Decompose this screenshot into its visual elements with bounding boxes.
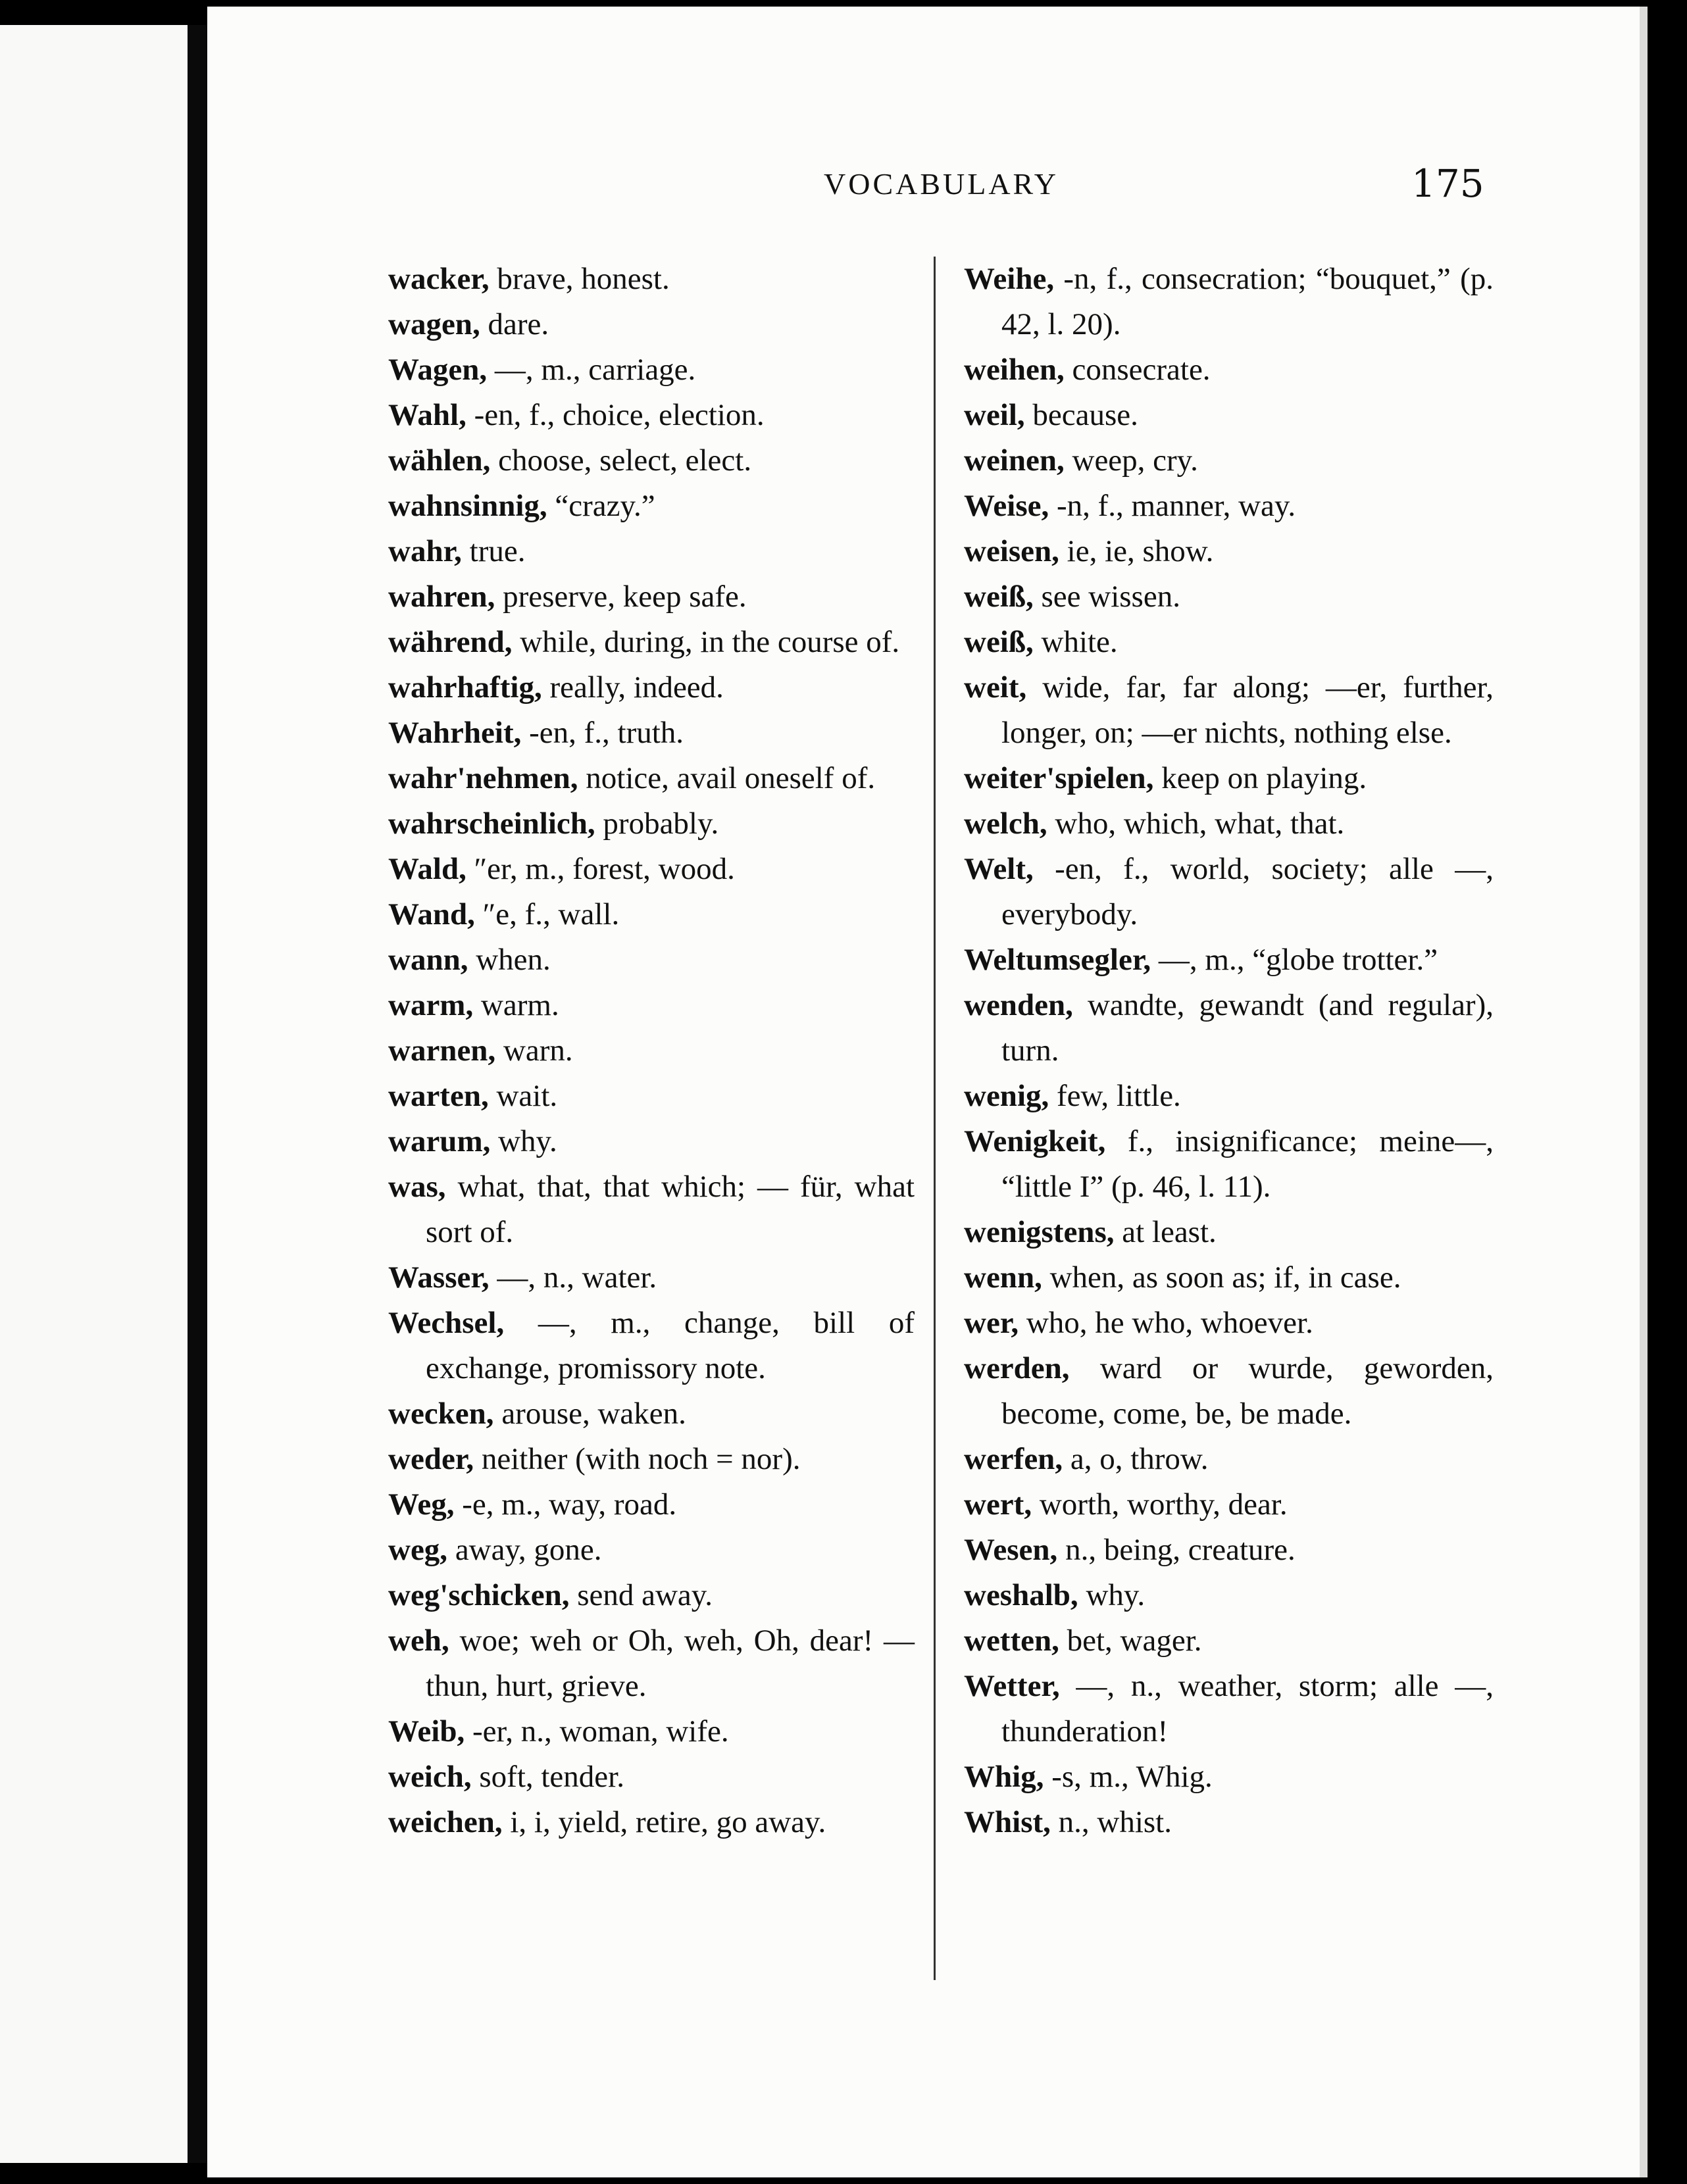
left-page xyxy=(0,25,188,2163)
definition: n., being, creature. xyxy=(1057,1533,1296,1567)
definition: few, little. xyxy=(1049,1079,1181,1113)
vocab-entry xyxy=(964,983,1494,1074)
vocab-entry xyxy=(964,847,1494,937)
vocab-entry xyxy=(964,1573,1494,1618)
headword: Wesen, xyxy=(964,1533,1058,1567)
vocab-entry xyxy=(388,983,915,1028)
headword: Wechsel, xyxy=(388,1306,505,1340)
headword: weisen, xyxy=(964,534,1059,568)
vocab-entry xyxy=(964,1482,1494,1527)
definition: -er, n., woman, wife. xyxy=(465,1714,729,1749)
headword: Wald, xyxy=(388,852,466,886)
definition: ie, ie, show. xyxy=(1059,534,1214,568)
vocab-entry xyxy=(964,1618,1494,1664)
headword: weg, xyxy=(388,1533,448,1567)
headword: wagen, xyxy=(388,307,480,341)
vocab-entry xyxy=(388,1754,915,1800)
headword: Weg, xyxy=(388,1487,455,1522)
vocab-entry xyxy=(964,1437,1494,1482)
headword: wahr'nehmen, xyxy=(388,761,578,795)
definition: keep on playing. xyxy=(1153,761,1367,795)
headword: Wasser, xyxy=(388,1260,490,1295)
headword: weinen, xyxy=(964,443,1065,478)
headword: Wetter, xyxy=(964,1669,1060,1703)
vocab-entry xyxy=(388,892,915,937)
vocab-entry xyxy=(388,347,915,393)
vocab-entry xyxy=(388,1074,915,1119)
vocab-entry xyxy=(388,665,915,710)
headword: weder, xyxy=(388,1442,474,1476)
vocab-entry xyxy=(388,620,915,665)
headword: Wagen, xyxy=(388,353,488,387)
page-number: 175 xyxy=(1411,161,1484,206)
headword: wahr, xyxy=(388,534,462,568)
headword: werfen, xyxy=(964,1442,1063,1476)
headword: warm, xyxy=(388,988,474,1022)
definition: away, gone. xyxy=(447,1533,602,1567)
definition: true. xyxy=(461,534,526,568)
headword: warnen, xyxy=(388,1033,496,1068)
vocab-entry xyxy=(388,1391,915,1437)
definition: woe; weh or Oh, weh, Oh, dear! — thun, hurt, grieve. xyxy=(426,1624,915,1703)
definition: weep, cry. xyxy=(1064,443,1198,478)
definition: when, as soon as; if, in case. xyxy=(1042,1260,1401,1295)
definition: wait. xyxy=(488,1079,558,1113)
definition: a, o, throw. xyxy=(1063,1442,1209,1476)
vocab-entry xyxy=(388,801,915,847)
headword: weit, xyxy=(964,670,1027,705)
vocab-entry xyxy=(964,1301,1494,1346)
definition: choose, select, elect. xyxy=(490,443,752,478)
vocab-entry xyxy=(964,1527,1494,1573)
right-column xyxy=(964,257,1494,1845)
vocab-entry xyxy=(964,438,1494,484)
headword: Wenigkeit, xyxy=(964,1124,1106,1158)
headword: Weltumsegler, xyxy=(964,943,1151,977)
headword: wenden, xyxy=(964,988,1073,1022)
definition: -en, f., truth. xyxy=(521,716,684,750)
headword: wahrscheinlich, xyxy=(388,807,595,841)
headword: weich, xyxy=(388,1760,472,1794)
vocab-entry xyxy=(964,529,1494,574)
definition: consecrate. xyxy=(1064,353,1211,387)
headword: weshalb, xyxy=(964,1578,1078,1612)
vocab-entry xyxy=(388,1482,915,1527)
headword: Weib, xyxy=(388,1714,465,1749)
vocab-entry xyxy=(388,1301,915,1391)
left-column xyxy=(388,257,915,1845)
definition: —, n., weather, storm; alle —, thunderation! xyxy=(1001,1669,1494,1749)
vocab-entry xyxy=(388,1800,915,1845)
headword: weiter'spielen, xyxy=(964,761,1154,795)
headword: warum, xyxy=(388,1124,491,1158)
definition: i, i, yield, retire, go away. xyxy=(502,1805,826,1839)
definition: wide, far, far along; —er, further, longer, on; —er nichts, nothing else. xyxy=(1001,670,1494,750)
definition: worth, worthy, dear. xyxy=(1032,1487,1288,1522)
definition: ″e, f., wall. xyxy=(474,897,620,931)
vocab-entry xyxy=(388,529,915,574)
definition: brave, honest. xyxy=(489,262,670,296)
headword: Wahl, xyxy=(388,398,466,432)
headword: während, xyxy=(388,625,513,659)
definition: who, which, what, that. xyxy=(1047,807,1345,841)
definition: send away. xyxy=(569,1578,713,1612)
headword: wecken, xyxy=(388,1397,494,1431)
definition: because. xyxy=(1024,398,1138,432)
headword: Weihe, xyxy=(964,262,1055,296)
definition: -n, f., manner, way. xyxy=(1049,489,1296,523)
headword: weihen, xyxy=(964,353,1065,387)
headword: weichen, xyxy=(388,1805,503,1839)
vocab-entry xyxy=(388,438,915,484)
vocab-entry xyxy=(388,937,915,983)
headword: wacker, xyxy=(388,262,490,296)
definition: warm. xyxy=(473,988,559,1022)
definition: white. xyxy=(1033,625,1118,659)
headword: wert, xyxy=(964,1487,1032,1522)
vocab-entry xyxy=(388,710,915,756)
vocab-entry xyxy=(964,937,1494,983)
headword: wenn, xyxy=(964,1260,1042,1295)
vocab-entry xyxy=(388,1618,915,1709)
definition: preserve, keep safe. xyxy=(495,580,747,614)
vocab-entry xyxy=(388,1119,915,1164)
definition: why. xyxy=(490,1124,557,1158)
headword: werden, xyxy=(964,1351,1070,1385)
vocab-entry xyxy=(388,847,915,892)
vocab-entry xyxy=(964,1255,1494,1301)
definition: —, m., change, bill of exchange, promissory note. xyxy=(426,1306,915,1385)
vocab-entry xyxy=(964,393,1494,438)
headword: wahren, xyxy=(388,580,495,614)
vocab-entry xyxy=(964,1210,1494,1255)
headword: weiß, xyxy=(964,625,1034,659)
headword: warten, xyxy=(388,1079,489,1113)
vocab-entry xyxy=(964,347,1494,393)
vocab-entry xyxy=(964,1346,1494,1437)
definition: when. xyxy=(468,943,551,977)
definition: -en, f., world, society; alle —, everybody. xyxy=(1001,852,1494,931)
headword: Whig, xyxy=(964,1760,1044,1794)
definition: -s, m., Whig. xyxy=(1044,1760,1213,1794)
vocab-entry xyxy=(388,484,915,529)
vocab-entry xyxy=(388,1164,915,1255)
page-header xyxy=(207,161,1640,214)
headword: welch, xyxy=(964,807,1047,841)
vocab-entry xyxy=(388,393,915,438)
vocab-entry xyxy=(388,1573,915,1618)
vocab-entry xyxy=(964,484,1494,529)
vocab-entry xyxy=(388,756,915,801)
definition: —, m., carriage. xyxy=(487,353,696,387)
vocab-entry xyxy=(964,756,1494,801)
vocab-entry xyxy=(388,574,915,620)
vocab-entry xyxy=(388,302,915,347)
definition: f., insignificance; meine—, “little I” (p. 46, l. 11). xyxy=(1001,1124,1494,1204)
headword: weiß, xyxy=(964,580,1034,614)
definition: -n, f., consecration; “bouquet,” (p. 42, l. 20). xyxy=(1001,262,1494,341)
page-edge xyxy=(1640,7,1648,2177)
definition: —, n., water. xyxy=(489,1260,657,1295)
right-page xyxy=(207,7,1640,2177)
definition: “crazy.” xyxy=(547,489,655,523)
definition: arouse, waken. xyxy=(493,1397,686,1431)
definition: warn. xyxy=(495,1033,573,1068)
vocab-entry xyxy=(964,574,1494,620)
vocab-entry xyxy=(388,257,915,302)
definition: at least. xyxy=(1114,1215,1217,1249)
headword: weil, xyxy=(964,398,1025,432)
vocab-entry xyxy=(964,1664,1494,1754)
vocab-entry xyxy=(388,1527,915,1573)
headword: wer, xyxy=(964,1306,1019,1340)
headword: wenigstens, xyxy=(964,1215,1115,1249)
vocab-entry xyxy=(964,257,1494,347)
headword: weg'schicken, xyxy=(388,1578,570,1612)
definition: what, that, that which; — für, what sort of. xyxy=(426,1170,915,1249)
definition: see wissen. xyxy=(1033,580,1180,614)
headword: wählen, xyxy=(388,443,491,478)
headword: was, xyxy=(388,1170,446,1204)
headword: wahnsinnig, xyxy=(388,489,547,523)
definition: ward or wurde, geworden, become, come, be, be made. xyxy=(1001,1351,1494,1431)
vocab-entry xyxy=(964,1800,1494,1845)
vocab-entry xyxy=(964,620,1494,665)
headword: wetten, xyxy=(964,1624,1059,1658)
headword: Welt, xyxy=(964,852,1034,886)
headword: weh, xyxy=(388,1624,449,1658)
vocab-entry xyxy=(964,1119,1494,1210)
headword: Wahrheit, xyxy=(388,716,522,750)
vocab-entry xyxy=(388,1255,915,1301)
vocab-entry xyxy=(388,1437,915,1482)
definition: why. xyxy=(1078,1578,1146,1612)
definition: wandte, gewandt (and regular), turn. xyxy=(1001,988,1494,1068)
vocab-entry xyxy=(964,801,1494,847)
definition: while, during, in the course of. xyxy=(512,625,900,659)
definition: -en, f., choice, election. xyxy=(466,398,765,432)
headword: wenig, xyxy=(964,1079,1049,1113)
vocab-entry xyxy=(964,665,1494,756)
definition: probably. xyxy=(595,807,719,841)
running-title: VOCABULARY xyxy=(824,167,1059,201)
definition: -e, m., way, road. xyxy=(454,1487,677,1522)
headword: Weise, xyxy=(964,489,1049,523)
definition: neither (with noch = nor). xyxy=(474,1442,801,1476)
vocab-entry xyxy=(388,1709,915,1754)
headword: Wand, xyxy=(388,897,475,931)
vocab-entry xyxy=(964,1754,1494,1800)
headword: wahrhaftig, xyxy=(388,670,542,705)
definition: notice, avail oneself of. xyxy=(578,761,876,795)
definition: bet, wager. xyxy=(1059,1624,1202,1658)
definition: n., whist. xyxy=(1050,1805,1172,1839)
vocab-entry xyxy=(388,1028,915,1074)
headword: wann, xyxy=(388,943,468,977)
definition: ″er, m., forest, wood. xyxy=(466,852,735,886)
vocab-entry xyxy=(964,1074,1494,1119)
definition: soft, tender. xyxy=(471,1760,624,1794)
book-gutter xyxy=(188,25,207,2163)
definition: really, indeed. xyxy=(541,670,724,705)
column-divider xyxy=(934,257,936,1980)
definition: —, m., “globe trotter.” xyxy=(1151,943,1438,977)
definition: dare. xyxy=(480,307,549,341)
definition: who, he who, whoever. xyxy=(1019,1306,1313,1340)
headword: Whist, xyxy=(964,1805,1051,1839)
